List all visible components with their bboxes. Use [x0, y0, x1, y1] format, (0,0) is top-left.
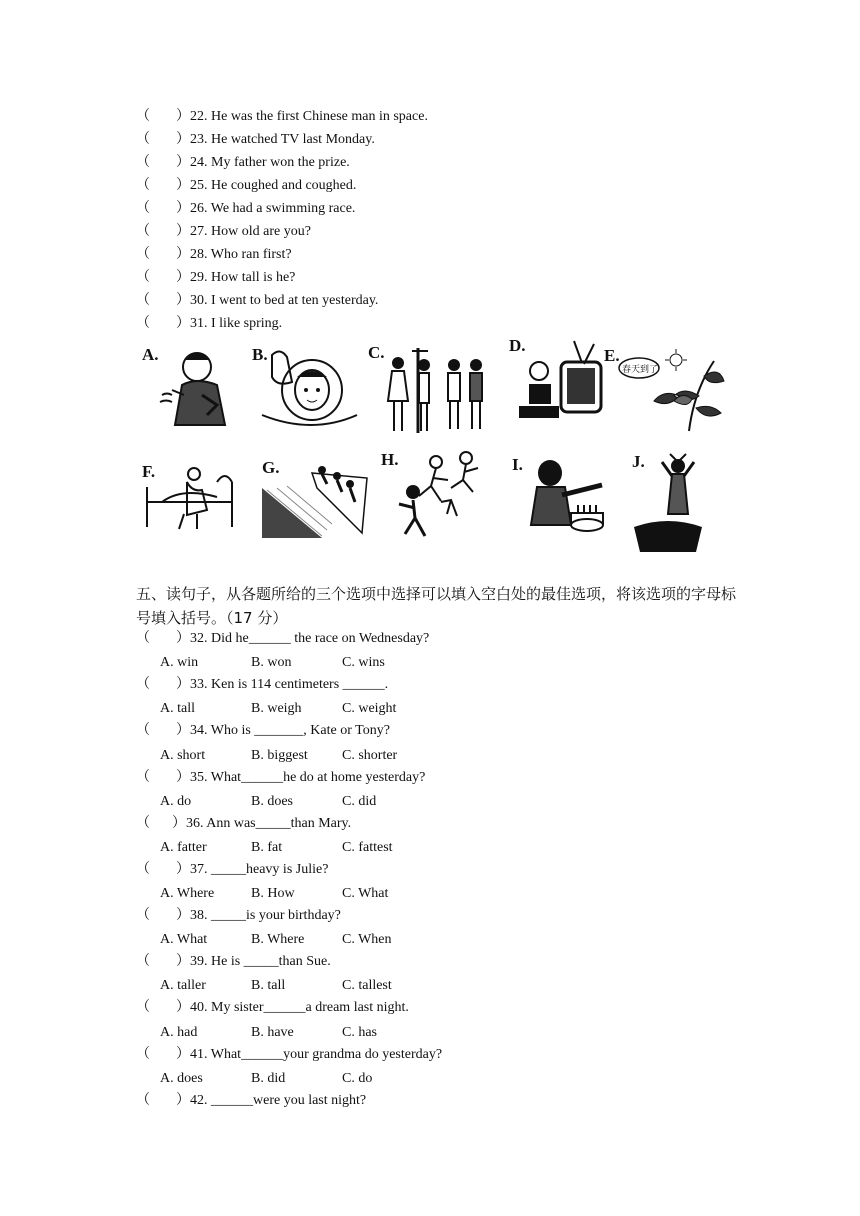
picture-letter: H. [381, 450, 399, 469]
picture-g-swimming-race [262, 458, 374, 538]
option-c: C. wins [342, 655, 385, 670]
answer-paren: （ [136, 178, 150, 193]
question-30: （ ）30. I went to bed at ten yesterday. [136, 293, 379, 308]
question-text: 38. _____is your birthday? [190, 908, 341, 923]
option-a: A. short [160, 748, 206, 763]
question-39: （ ）39. He is _____than Sue. [136, 954, 331, 969]
answer-paren: （ [136, 270, 150, 285]
question-text: 31. I like spring. [190, 316, 283, 331]
option-b: B. weigh [251, 701, 302, 716]
question-text: 37. _____heavy is Julie? [190, 862, 329, 877]
option-b: B. have [251, 1025, 294, 1040]
option-a: A. do [160, 794, 192, 809]
option-a: A. does [160, 1071, 203, 1086]
answer-paren: （ [136, 224, 150, 239]
question-26: （ ）26. We had a swimming race. [136, 201, 356, 216]
question-text: 27. How old are you? [190, 224, 311, 239]
answer-paren: （ [136, 1047, 150, 1062]
answer-paren: （ [136, 247, 150, 262]
picture-c-measuring-height [368, 343, 490, 438]
question-23: （ ）23. He watched TV last Monday. [136, 132, 375, 147]
question-37: （ ）37. _____heavy is Julie? [136, 862, 329, 877]
question-text: 22. He was the first Chinese man in space. [190, 109, 428, 124]
question-text: 34. Who is _______, Kate or Tony? [190, 723, 390, 738]
picture-letter: D. [509, 336, 526, 355]
option-c: C. When [342, 932, 392, 947]
question-text: 23. He watched TV last Monday. [190, 132, 375, 147]
question-32: （ ）32. Did he______ the race on Wednesday? [136, 631, 430, 646]
picture-d-watching-tv [509, 336, 604, 428]
option-b: B. biggest [251, 748, 308, 763]
question-text: 24. My father won the prize. [190, 155, 350, 170]
question-text: 28. Who ran first? [190, 247, 292, 262]
question-31: （ ）31. I like spring. [136, 316, 283, 331]
answer-paren: （ [136, 908, 150, 923]
picture-b-astronaut [252, 345, 358, 430]
question-text: 26. We had a swimming race. [190, 201, 356, 216]
instruction-line: 五、读句子，从各题所给的三个选项中选择可以填入空白处的最佳选项，将该选项的字母标 [136, 585, 737, 603]
question-34: （ ）34. Who is _______, Kate or Tony? [136, 723, 390, 738]
question-41: （ ）41. What______your grandma do yesterday? [136, 1047, 443, 1062]
question-text: 30. I went to bed at ten yesterday. [190, 293, 379, 308]
answer-paren: （ [136, 677, 150, 692]
picture-f-going-to-bed [142, 462, 242, 532]
option-c: C. has [342, 1025, 377, 1040]
question-24: （ ）24. My father won the prize. [136, 155, 350, 170]
option-a: A. win [160, 655, 199, 670]
option-c: C. shorter [342, 748, 398, 763]
answer-paren: （ [136, 954, 150, 969]
answer-paren: （ [136, 631, 150, 646]
option-c: C. did [342, 794, 377, 809]
picture-a-coughing-boy [142, 345, 242, 435]
option-c: C. fattest [342, 840, 393, 855]
option-b: B. tall [251, 978, 286, 993]
question-text: 36. Ann was_____than Mary. [186, 816, 352, 831]
question-42: （ ）42. ______were you last night? [136, 1093, 367, 1108]
question-33: （ ）33. Ken is 114 centimeters ______. [136, 677, 389, 692]
picture-j-tall-man [632, 452, 704, 554]
section-5-instruction [136, 582, 736, 630]
speech-bubble: 春天到了 [622, 365, 659, 375]
picture-letter: J. [632, 452, 645, 471]
question-28: （ ）28. Who ran first? [136, 247, 292, 262]
answer-paren: （ [136, 1093, 150, 1108]
question-38: （ ）38. _____is your birthday? [136, 908, 341, 923]
question-27: （ ）27. How old are you? [136, 224, 311, 239]
option-a: A. What [160, 932, 208, 947]
question-text: 39. He is _____than Sue. [190, 954, 331, 969]
option-c: C. do [342, 1071, 373, 1086]
question-text: 32. Did he______ the race on Wednesday? [190, 631, 430, 646]
question-text: 29. How tall is he? [190, 270, 296, 285]
picture-letter: E. [604, 346, 620, 365]
option-b: B. did [251, 1071, 286, 1086]
option-b: B. Where [251, 932, 305, 947]
question-25: （ ）25. He coughed and coughed. [136, 178, 357, 193]
option-a: A. tall [160, 701, 195, 716]
answer-paren: （ [136, 109, 150, 124]
option-b: B. How [251, 886, 295, 901]
answer-paren: （ [136, 770, 150, 785]
picture-i-birthday-cake [512, 455, 612, 543]
option-a: A. taller [160, 978, 206, 993]
question-text: 33. Ken is 114 centimeters ______. [190, 677, 389, 692]
answer-paren: （ [136, 723, 150, 738]
question-text: 25. He coughed and coughed. [190, 178, 357, 193]
question-text: 41. What______your grandma do yesterday? [190, 1047, 443, 1062]
option-b: B. does [251, 794, 293, 809]
picture-h-running-race [381, 450, 493, 542]
picture-letter: I. [512, 455, 523, 474]
option-a: A. Where [160, 886, 215, 901]
option-a: A. fatter [160, 840, 207, 855]
answer-paren: （ [136, 816, 150, 831]
question-text: 42. ______were you last night? [190, 1093, 367, 1108]
question-36: （ ）36. Ann was_____than Mary. [136, 816, 352, 831]
option-c: C. tallest [342, 978, 392, 993]
answer-paren: （ [136, 155, 150, 170]
answer-paren: （ [136, 862, 150, 877]
answer-paren: （ [136, 1000, 150, 1015]
answer-paren: （ [136, 316, 150, 331]
picture-letter: A. [142, 345, 159, 364]
answer-paren: （ [136, 201, 150, 216]
picture-e-spring [604, 346, 728, 434]
picture-letter: C. [368, 343, 385, 362]
option-a: A. had [160, 1025, 198, 1040]
question-22: （ ）22. He was the first Chinese man in space. [136, 109, 428, 124]
question-text: 40. My sister______a dream last night. [190, 1000, 409, 1015]
option-c: C. weight [342, 701, 397, 716]
picture-letter: F. [142, 462, 156, 481]
option-b: B. fat [251, 840, 283, 855]
answer-paren: （ [136, 293, 150, 308]
picture-letter: B. [252, 345, 268, 364]
question-40: （ ）40. My sister______a dream last night. [136, 1000, 409, 1015]
option-c: C. What [342, 886, 389, 901]
option-b: B. won [251, 655, 292, 670]
question-text: 35. What______he do at home yesterday? [190, 770, 426, 785]
instruction-line: 号填入括号。（17 分） [136, 609, 288, 627]
picture-letter: G. [262, 458, 280, 477]
question-29: （ ）29. How tall is he? [136, 270, 296, 285]
answer-paren: （ [136, 132, 150, 147]
question-35: （ ）35. What______he do at home yesterday? [136, 770, 426, 785]
